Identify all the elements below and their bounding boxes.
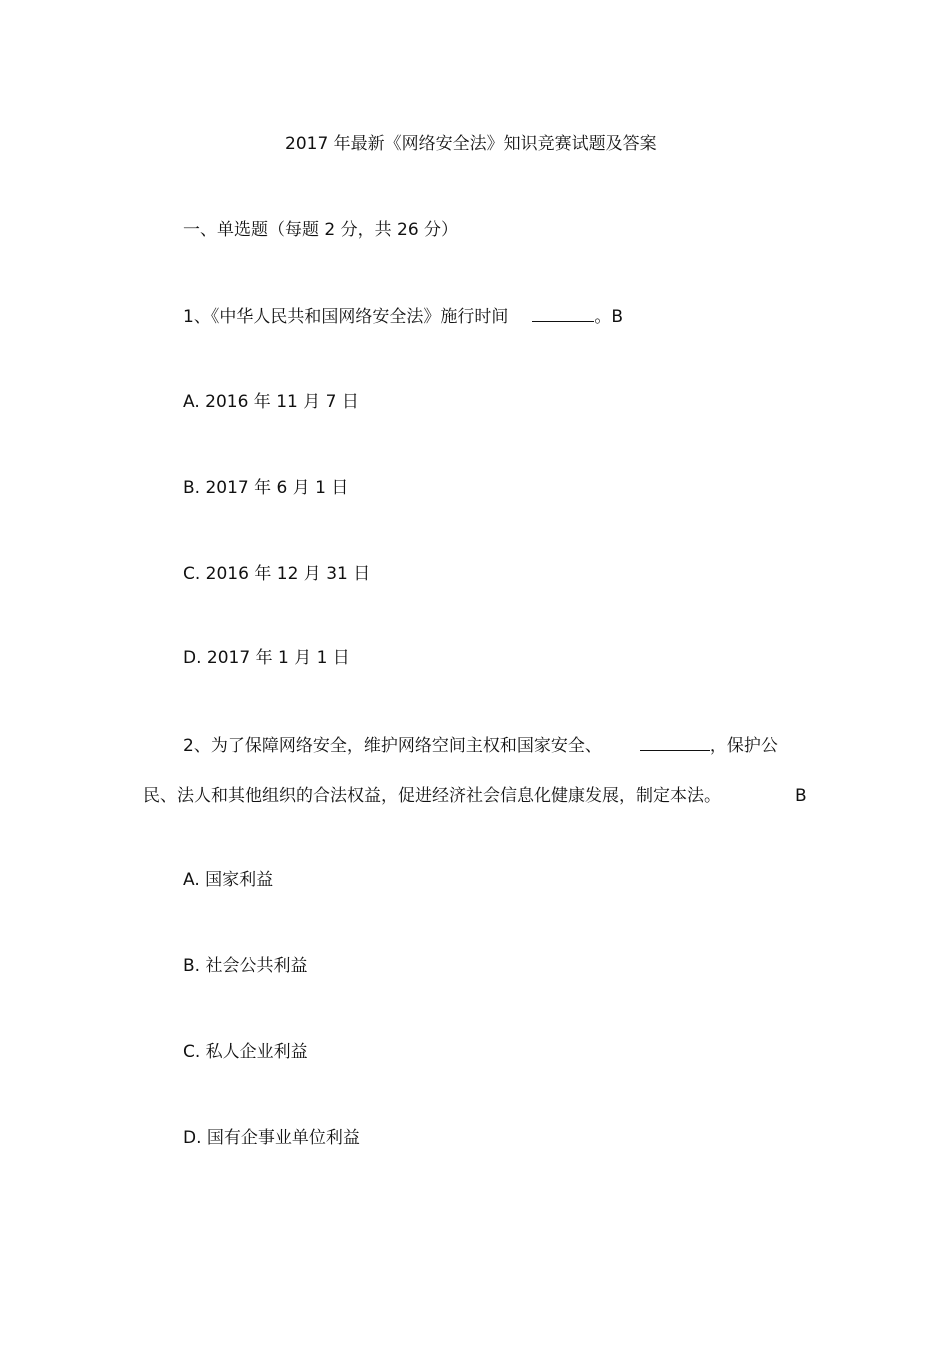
question-2-text-continued: 民、法人和其他组织的合法权益，促进经济社会信息化健康发展，制定本法。: [143, 786, 721, 806]
question-2-line-1: [183, 734, 778, 757]
question-2-text-end: ，保护公: [709, 736, 778, 756]
question-2-option-a: A. 国家利益: [183, 870, 274, 890]
question-1: [183, 305, 623, 328]
question-1-answer: 。B: [594, 307, 623, 327]
question-2-blank: [640, 734, 710, 751]
question-2-option-d: D. 国有企事业单位利益: [183, 1128, 360, 1148]
question-2-option-b: B. 社会公共利益: [183, 956, 308, 976]
question-2-option-c: C. 私人企业利益: [183, 1042, 308, 1062]
section-heading: 一、单选题（每题 2 分，共 26 分）: [183, 220, 459, 240]
question-1-option-d: D. 2017 年 1 月 1 日: [183, 648, 350, 668]
document-title: 2017 年最新《网络安全法》知识竞赛试题及答案: [285, 134, 657, 154]
question-2-text: 2、为了保障网络安全，维护网络空间主权和国家安全、: [183, 736, 602, 756]
question-2-answer: B: [795, 786, 807, 806]
question-1-option-c: C. 2016 年 12 月 31 日: [183, 564, 371, 584]
question-2-line-2: [143, 785, 721, 807]
question-1-option-a: A. 2016 年 11 月 7 日: [183, 392, 359, 412]
question-1-blank: [532, 305, 594, 322]
question-1-option-b: B. 2017 年 6 月 1 日: [183, 478, 349, 498]
question-1-text: 1、《中华人民共和国网络安全法》施行时间: [183, 307, 509, 327]
